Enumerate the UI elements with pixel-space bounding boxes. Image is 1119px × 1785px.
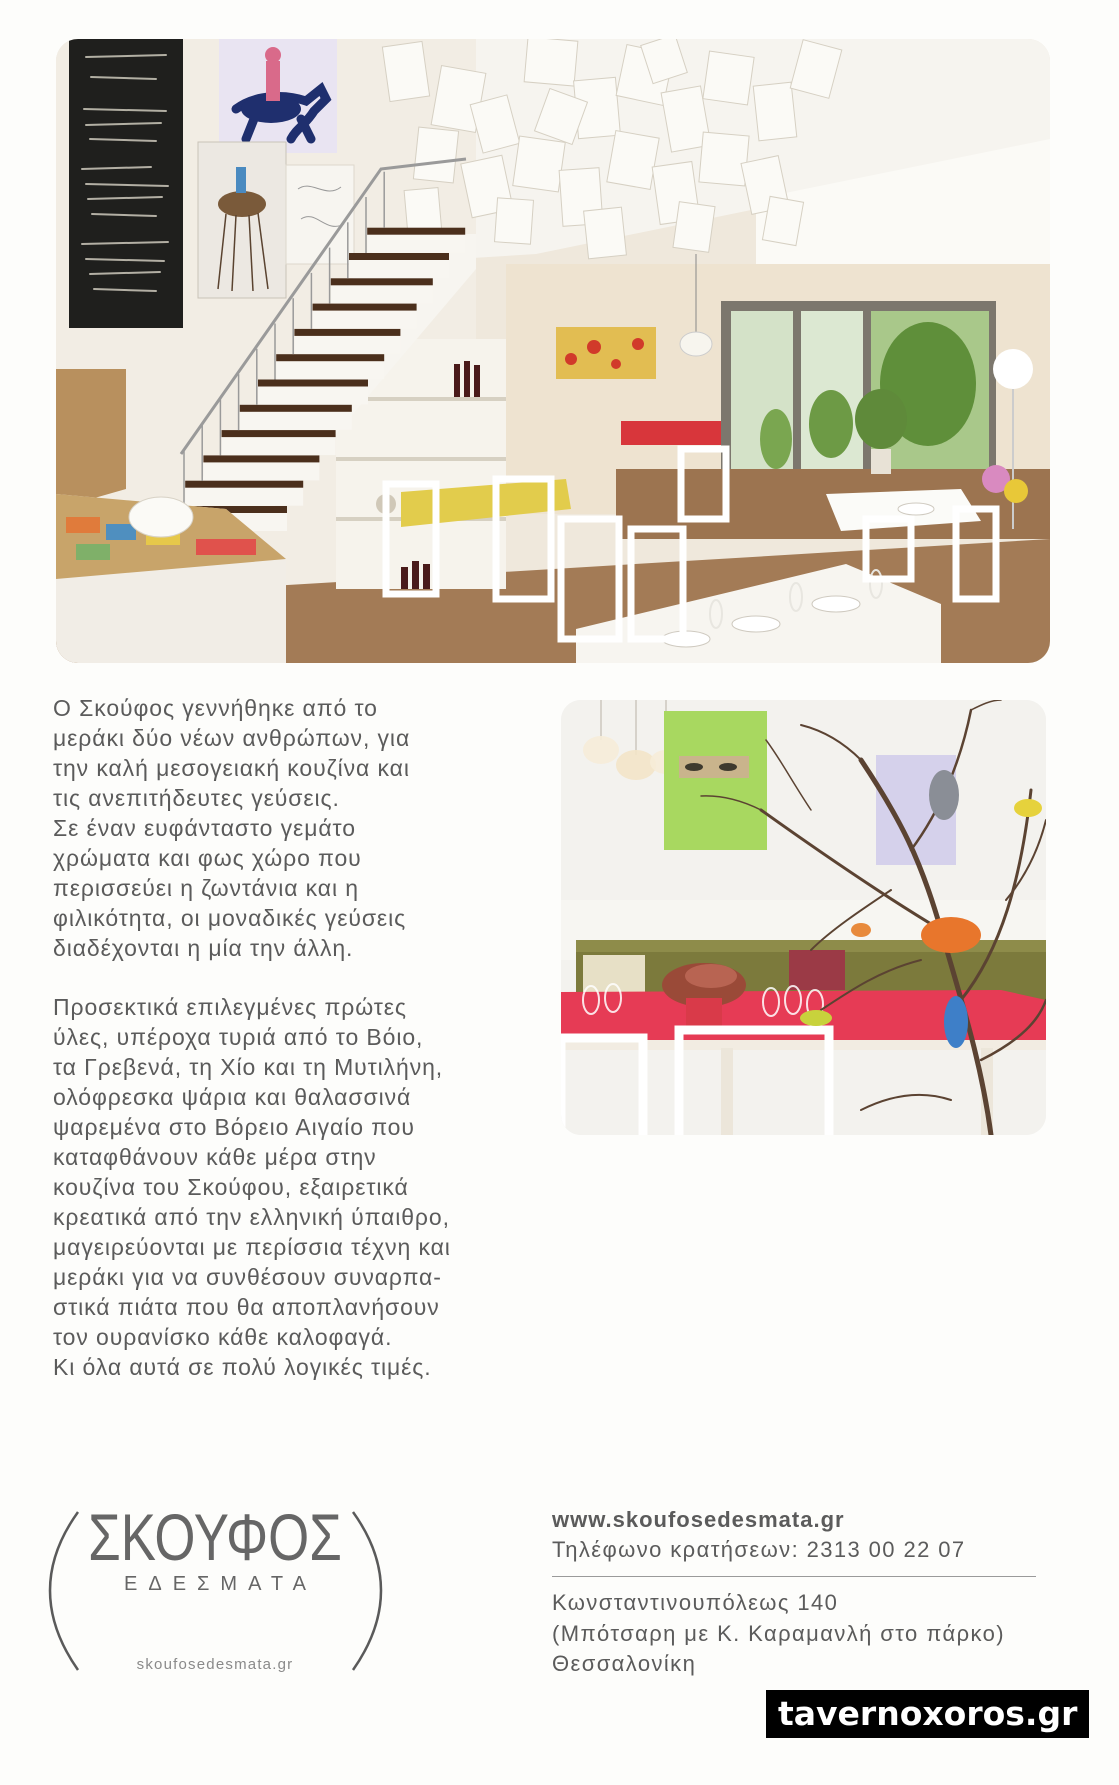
under-stair-shelves-part-part (474, 365, 480, 397)
dining-corner-illustration (561, 700, 1046, 1135)
dining-corner-photo (561, 700, 1046, 1135)
intro-line: διαδέχονται η μία την άλλη. (53, 935, 354, 961)
poppy-painting (556, 327, 656, 379)
paper-sheet (495, 198, 534, 244)
green-face-painting-part (685, 763, 703, 771)
stair-tread (313, 304, 417, 311)
back-window-part (731, 311, 793, 496)
contact-info (552, 1505, 1042, 1680)
paper-sheet (413, 127, 458, 183)
details-line: τα Γρεβενά, τη Χίο και τη Μυτιλήνη, (53, 1054, 444, 1080)
paper-sheet (673, 202, 715, 253)
site-watermark: tavernoxoros.gr (766, 1690, 1089, 1738)
restaurant-interior-photo (56, 39, 1050, 663)
decorative-birds-part (1014, 799, 1042, 817)
stair-tread (294, 329, 400, 336)
stair-tread (240, 405, 352, 412)
painting-elephant-part (198, 142, 286, 298)
paper-sheet (762, 196, 803, 245)
stair-tread (185, 481, 303, 488)
green-face-painting-part (664, 711, 767, 850)
painting-elephant-part (218, 191, 266, 217)
tiled-counter-part (76, 544, 110, 560)
stair-tread (258, 380, 368, 387)
contact-divider (552, 1576, 1036, 1577)
intro-paragraph (53, 693, 410, 963)
decorative-birds-part (944, 996, 968, 1048)
stair-riser (258, 387, 368, 405)
logo-name: ΣΚΟΥΦΟΣ (88, 1500, 342, 1574)
stair-tread (222, 430, 336, 437)
poppy-painting-part (587, 340, 601, 354)
under-stair-shelves-part-part (412, 561, 419, 589)
painting-elephant-part (236, 167, 246, 193)
intro-line: μεράκι δύο νέων ανθρώπων, για (53, 725, 411, 751)
paper-sheet (524, 39, 578, 86)
stair-tread (331, 278, 433, 285)
logo-subtitle: ΕΔΕΣΜΑΤΑ (124, 1573, 317, 1595)
details-line: καταφθάνουν κάθε μέρα στην (53, 1144, 377, 1170)
stair-riser (313, 311, 417, 329)
restaurant-interior-illustration (56, 39, 1050, 663)
flower-pots-part (855, 389, 907, 449)
paper-sheet (699, 132, 749, 186)
dining-tables-part-part (898, 503, 934, 515)
decorative-birds-part (929, 770, 959, 820)
details-line: μαγειρεύονται με περίσσια τέχνη και (53, 1234, 451, 1260)
poppy-painting-part (611, 359, 621, 369)
back-window-part (809, 390, 853, 458)
details-line: κουζίνα του Σκούφου, εξαιρετικά (53, 1174, 409, 1200)
address-city: Θεσσαλονίκη (552, 1651, 697, 1676)
tiled-counter-part (196, 539, 256, 555)
sketch-paper-part (286, 165, 354, 264)
pendant-lamp-part (680, 332, 712, 356)
paper-sheet (584, 207, 627, 259)
back-window-part (760, 409, 792, 469)
sketch-paper (286, 165, 354, 264)
intro-line: φιλικότητα, οι μοναδικές γεύσεις (53, 905, 407, 931)
stair-tread (367, 228, 465, 235)
potted-plant-part (685, 964, 737, 988)
dining-tables-part-part (812, 596, 860, 612)
stair-riser (240, 412, 352, 430)
intro-line: Ο Σκούφος γεννήθηκε από το (53, 695, 378, 721)
potted-plant-part (686, 998, 722, 1028)
walls-part (56, 369, 126, 509)
paper-sheet (607, 131, 659, 190)
stair-riser (331, 285, 433, 303)
stair-riser (185, 488, 303, 506)
website-link[interactable]: www.skoufosedesmata.gr (552, 1507, 845, 1532)
stair-riser (203, 462, 319, 480)
stair-riser (367, 235, 465, 253)
tiled-counter-part (66, 517, 100, 533)
under-stair-shelves-part-part (423, 564, 430, 589)
painting-horse-rider-part (265, 47, 281, 63)
details-line: ψαρεμένα στο Βόρειο Αιγαίο που (53, 1114, 415, 1140)
under-stair-shelves-part-part (464, 361, 470, 397)
details-paragraph (53, 992, 451, 1382)
stair-riser (222, 437, 336, 455)
green-face-painting (664, 711, 767, 850)
address-street: Κωνσταντινουπόλεως 140 (552, 1590, 839, 1615)
details-line: ολόφρεσκα ψάρια και θαλασσινά (53, 1084, 412, 1110)
red-table-part (721, 1048, 733, 1135)
paper-sheet (703, 51, 754, 105)
intro-line: την καλή μεσογειακή κουζίνα και (53, 755, 410, 781)
poppy-painting-part (565, 353, 577, 365)
brand-logo (40, 1500, 390, 1680)
details-line: στικά πιάτα που θα αποπλανήσουν (53, 1294, 440, 1320)
address-directions: (Μπότσαρη με Κ. Καραμανλή στο πάρκο) (552, 1621, 1005, 1646)
reservation-phone: Τηλέφωνο κρατήσεων: 2313 00 22 07 (552, 1537, 966, 1562)
under-stair-shelves-part-part (401, 567, 408, 589)
stair-riser (349, 260, 449, 278)
dining-tables-part-part (732, 616, 780, 632)
intro-line: τις ανεπιτήδευτες γεύσεις. (53, 785, 340, 811)
floor-lamp-part (993, 349, 1033, 389)
paper-sheet (513, 136, 566, 192)
painting-horse-rider-part (266, 61, 280, 101)
logo-url: skoufosedesmata.gr (136, 1656, 294, 1673)
paper-sheet (382, 41, 429, 101)
under-stair-shelves-part-part (454, 364, 460, 397)
details-line: Κι όλα αυτά σε πολύ λογικές τιμές. (53, 1354, 432, 1380)
stair-tread (203, 455, 319, 462)
stair-riser (294, 336, 400, 354)
intro-line: περισσεύει η ζωντάνια και η (53, 875, 359, 901)
tiled-counter-part (129, 497, 193, 537)
painting-horse-rider (219, 39, 337, 153)
painting-elephant (198, 142, 286, 298)
olive-sofa-part (789, 950, 845, 990)
details-line: Προσεκτικά επιλεγμένες πρώτες (53, 994, 407, 1020)
stair-tread (276, 354, 384, 361)
flower-pots-part (871, 449, 891, 474)
details-line: ύλες, υπέροχα τυριά από το Βόιο, (53, 1024, 424, 1050)
decorative-birds-part (921, 917, 981, 953)
chalkboard-menu (69, 39, 183, 328)
dining-tables-part (621, 421, 721, 445)
pendant-lamps-part (616, 750, 656, 780)
tiled-counter-part (106, 524, 136, 540)
poppy-painting-part (632, 338, 644, 350)
decorative-birds-part (800, 1010, 832, 1026)
details-line: κρεατικά από την ελληνική ύπαιθρο, (53, 1204, 450, 1230)
decorative-birds-part (851, 923, 871, 937)
flower-pots-part (1004, 479, 1028, 503)
green-face-painting-part (719, 763, 737, 771)
paper-sheet (753, 82, 797, 141)
olive-sofa-part (583, 955, 645, 995)
pendant-lamps-part (583, 736, 619, 764)
stair-riser (276, 361, 384, 379)
intro-line: Σε έναν ευφάνταστο γεμάτο (53, 815, 356, 841)
intro-line: χρώματα και φως χώρο που (53, 845, 362, 871)
stair-tread (349, 253, 449, 260)
details-line: μεράκι για να συνθέσουν συναρπα- (53, 1264, 442, 1290)
details-line: τον ουρανίσκο κάθε καλοφαγά. (53, 1324, 393, 1350)
